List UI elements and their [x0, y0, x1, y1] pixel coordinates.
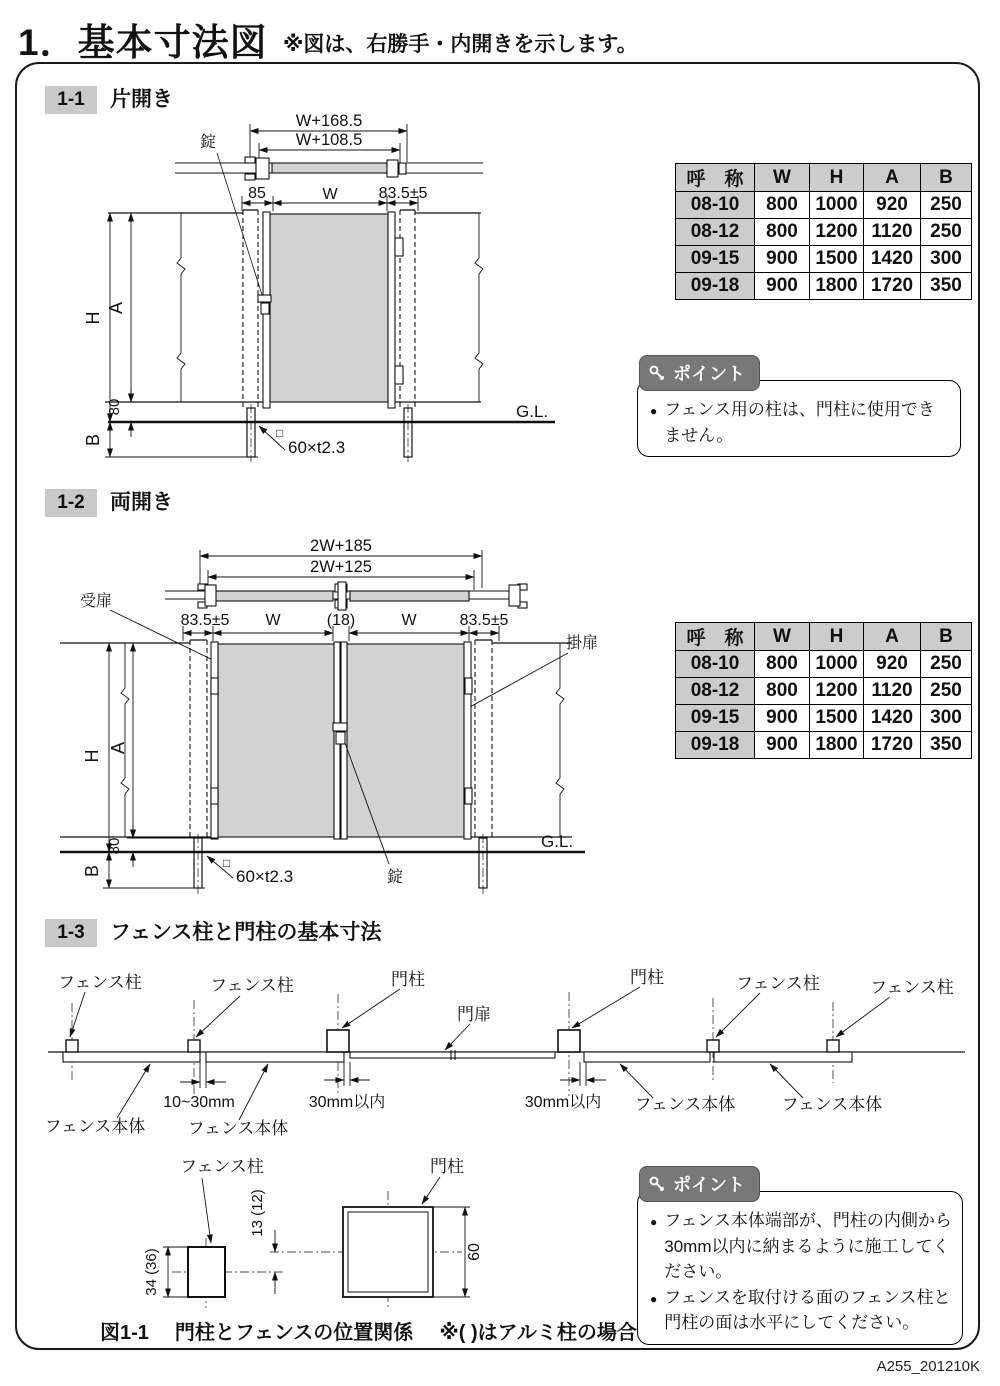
spec-value-cell: 300 — [921, 246, 972, 273]
receiving-leaf-label: 受扉 — [79, 593, 113, 610]
post-square-glyph: □ — [223, 856, 231, 870]
dim-a: A — [106, 301, 126, 315]
plan-view — [175, 157, 483, 180]
fence-post-label-2: フェンス柱 — [210, 976, 294, 995]
bullet-icon: ● — [650, 1291, 658, 1306]
spec-value-cell: 250 — [921, 651, 972, 678]
page-title: 1．基本寸法図 — [18, 22, 268, 63]
dim-60: 60 — [466, 1243, 483, 1261]
spec-col-header: H — [810, 623, 864, 651]
spec-value-cell: 1200 — [810, 219, 864, 246]
spec-row — [676, 651, 972, 678]
dim-2w125: 2W+125 — [310, 558, 372, 576]
spec-value-cell: 1120 — [864, 678, 921, 705]
section-1-3-badge: 1-3 — [45, 919, 97, 947]
height-dimensions — [105, 213, 258, 457]
section-1-1-badge: 1-1 — [45, 86, 97, 114]
spec-value-cell: 1000 — [810, 192, 864, 219]
spec-value-cell: 1120 — [864, 219, 921, 246]
spec-col-header: B — [921, 623, 972, 651]
diagram-double-gate — [55, 530, 670, 902]
fence-post-label: フェンス柱 — [180, 1158, 264, 1176]
spec-name-cell: 08-12 — [676, 678, 755, 705]
figure-caption-note: ※( )はアルミ柱の場合 — [439, 1322, 637, 1344]
dim-10-30: 10~30mm — [163, 1094, 235, 1111]
spec-value-cell: 250 — [921, 192, 972, 219]
spec-name-cell: 08-10 — [676, 192, 755, 219]
spec-name-cell: 08-10 — [676, 651, 755, 678]
spec-row — [676, 246, 972, 273]
spec-row — [676, 192, 972, 219]
dim-835-left: 83.5±5 — [180, 612, 230, 629]
spec-row — [676, 705, 972, 732]
dim-835-right: 83.5±5 — [459, 612, 509, 629]
spec-value-cell: 1420 — [864, 705, 921, 732]
spec-row — [676, 678, 972, 705]
dim-2w185: 2W+185 — [310, 537, 372, 555]
spec-value-cell: 1500 — [810, 705, 864, 732]
spec-col-header: B — [921, 164, 972, 192]
spec-value-cell: 1200 — [810, 678, 864, 705]
spec-value-cell: 250 — [921, 678, 972, 705]
spec-col-header: 呼 称 — [676, 623, 755, 651]
figure-post-sections — [110, 1158, 530, 1316]
spec-col-header: H — [810, 164, 864, 192]
spec-value-cell: 1000 — [810, 651, 864, 678]
spec-value-cell: 900 — [755, 732, 810, 759]
spec-value-cell: 1800 — [810, 273, 864, 300]
gate-post-label-right: 門柱 — [630, 968, 664, 987]
spec-value-cell: 1420 — [864, 246, 921, 273]
dim-80: 80 — [106, 398, 123, 416]
key-icon — [648, 1175, 666, 1193]
dim-w108: W+108.5 — [295, 131, 363, 149]
figure-caption-label: 図1-1 — [100, 1322, 149, 1344]
page-note: ※図は、右勝手・内開きを示します。 — [283, 33, 638, 56]
dim-a: A — [108, 741, 128, 755]
spec-value-cell: 800 — [755, 192, 810, 219]
fence-post-label-1: フェンス柱 — [58, 973, 142, 992]
point-item — [650, 1285, 952, 1336]
point-badge-label: ポイント — [673, 364, 745, 384]
spec-name-cell: 08-12 — [676, 219, 755, 246]
section-1-3-title: フェンス柱と門柱の基本寸法 — [110, 921, 382, 944]
gate-leaves — [211, 642, 472, 839]
gate-post-leader — [422, 1177, 440, 1204]
bullet-icon: ● — [650, 404, 658, 418]
spec-value-cell: 800 — [755, 219, 810, 246]
fence-body-label-1: フェンス本体 — [44, 1117, 146, 1136]
spec-value-cell: 900 — [755, 246, 810, 273]
spec-col-header: A — [864, 164, 921, 192]
spec-name-cell: 09-15 — [676, 246, 755, 273]
fence-body-label-4: フェンス本体 — [781, 1095, 883, 1114]
point-text: フェンスを取付ける面のフェンス柱と門柱の面は水平にしてください。 — [664, 1287, 951, 1332]
diagram-single-gate — [75, 110, 555, 468]
spec-value-cell: 1500 — [810, 246, 864, 273]
section-1-2-badge: 1-2 — [45, 489, 97, 517]
dim-18: (18) — [326, 612, 356, 629]
spec-value-cell: 920 — [864, 651, 921, 678]
point-box-2 — [637, 1191, 963, 1345]
spec-col-header: W — [755, 164, 810, 192]
point-item — [650, 1208, 952, 1285]
point-badge-label: ポイント — [673, 1175, 745, 1195]
spec-col-header: W — [755, 623, 810, 651]
dim-80: 80 — [106, 837, 123, 855]
post-square-glyph: □ — [276, 426, 284, 440]
plan-view — [165, 582, 527, 610]
spec-row — [676, 273, 972, 300]
point-text: フェンス用の柱は、門柱に使用できません。 — [664, 400, 935, 445]
dim-b: B — [83, 433, 103, 447]
spec-value-cell: 900 — [755, 705, 810, 732]
section-1-1-title: 片開き — [110, 88, 173, 111]
spec-value-cell: 1720 — [864, 732, 921, 759]
fence-post-label-4: フェンス柱 — [870, 978, 954, 997]
gl-label: G.L. — [541, 832, 574, 851]
section-1-2-title: 両開き — [110, 491, 173, 514]
fence-post-leader — [202, 1178, 211, 1243]
dim-85: 85 — [248, 185, 266, 202]
point-badge-2 — [640, 1167, 759, 1201]
spec-name-cell: 09-18 — [676, 732, 755, 759]
spec-value-cell: 900 — [755, 273, 810, 300]
latching-leaf-label: 掛扉 — [565, 635, 599, 652]
gap-dimensions — [180, 1062, 606, 1088]
spec-value-cell: 800 — [755, 678, 810, 705]
dim-w-right: W — [401, 612, 417, 629]
post-spec: 60×t2.3 — [236, 867, 294, 886]
figure-caption-title: 門柱とフェンスの位置関係 — [174, 1322, 414, 1344]
spec-value-cell: 350 — [921, 732, 972, 759]
dim-34-36: 34 (36) — [143, 1248, 160, 1296]
dim-30-right: 30mm以内 — [524, 1094, 602, 1111]
spec-value-cell: 920 — [864, 192, 921, 219]
spec-table-double — [675, 622, 972, 759]
dim-w168: W+168.5 — [295, 112, 363, 130]
figure-caption — [100, 1316, 637, 1345]
fence-body-label-2: フェンス本体 — [187, 1119, 289, 1138]
point-text: フェンス本体端部が、門柱の内側から30mm以内に納まるように施工してください。 — [664, 1211, 952, 1281]
lock-label: 錠 — [199, 134, 217, 151]
document-code: A255_201210K — [876, 1358, 980, 1375]
bullet-icon: ● — [650, 1215, 658, 1229]
gate-post-label: 門柱 — [430, 1158, 464, 1176]
spec-value-cell: 250 — [921, 219, 972, 246]
fence-body-label-3: フェンス本体 — [634, 1095, 736, 1114]
spec-col-header: A — [864, 623, 921, 651]
spec-row — [676, 219, 972, 246]
dim-13-12: 13 (12) — [249, 1189, 266, 1237]
dim-h: H — [83, 311, 103, 325]
post-spec: 60×t2.3 — [288, 438, 346, 457]
spec-table-single — [675, 163, 972, 300]
spec-value-cell: 1720 — [864, 273, 921, 300]
point-badge-1 — [640, 356, 759, 390]
gate-leaf — [258, 212, 403, 408]
dim-w: W — [322, 186, 338, 203]
spec-name-cell: 09-18 — [676, 273, 755, 300]
lock-label: 錠 — [386, 869, 404, 886]
gate-door-label: 門扉 — [457, 1005, 491, 1024]
spec-value-cell: 300 — [921, 705, 972, 732]
fence-post-section — [188, 1247, 225, 1297]
gl-label: G.L. — [516, 402, 549, 421]
spec-row — [676, 732, 972, 759]
spec-value-cell: 350 — [921, 273, 972, 300]
dim-835: 83.5±5 — [378, 185, 428, 202]
fence-run — [48, 1030, 965, 1062]
spec-name-cell: 09-15 — [676, 705, 755, 732]
dim-h: H — [82, 749, 102, 763]
key-icon — [648, 364, 666, 382]
spec-col-header: 呼 称 — [676, 164, 755, 192]
dim-b: B — [82, 864, 102, 878]
fence-post-label-3: フェンス柱 — [736, 974, 820, 993]
gate-post-section — [343, 1207, 433, 1297]
gate-post-label-left: 門柱 — [391, 970, 425, 989]
dim-30-left: 30mm以内 — [308, 1094, 386, 1111]
dim-w-left: W — [265, 612, 281, 629]
point-box-1 — [637, 380, 961, 457]
diagram-post-layout — [25, 958, 975, 1148]
point-item — [650, 397, 950, 448]
spec-value-cell: 800 — [755, 651, 810, 678]
spec-value-cell: 1800 — [810, 732, 864, 759]
